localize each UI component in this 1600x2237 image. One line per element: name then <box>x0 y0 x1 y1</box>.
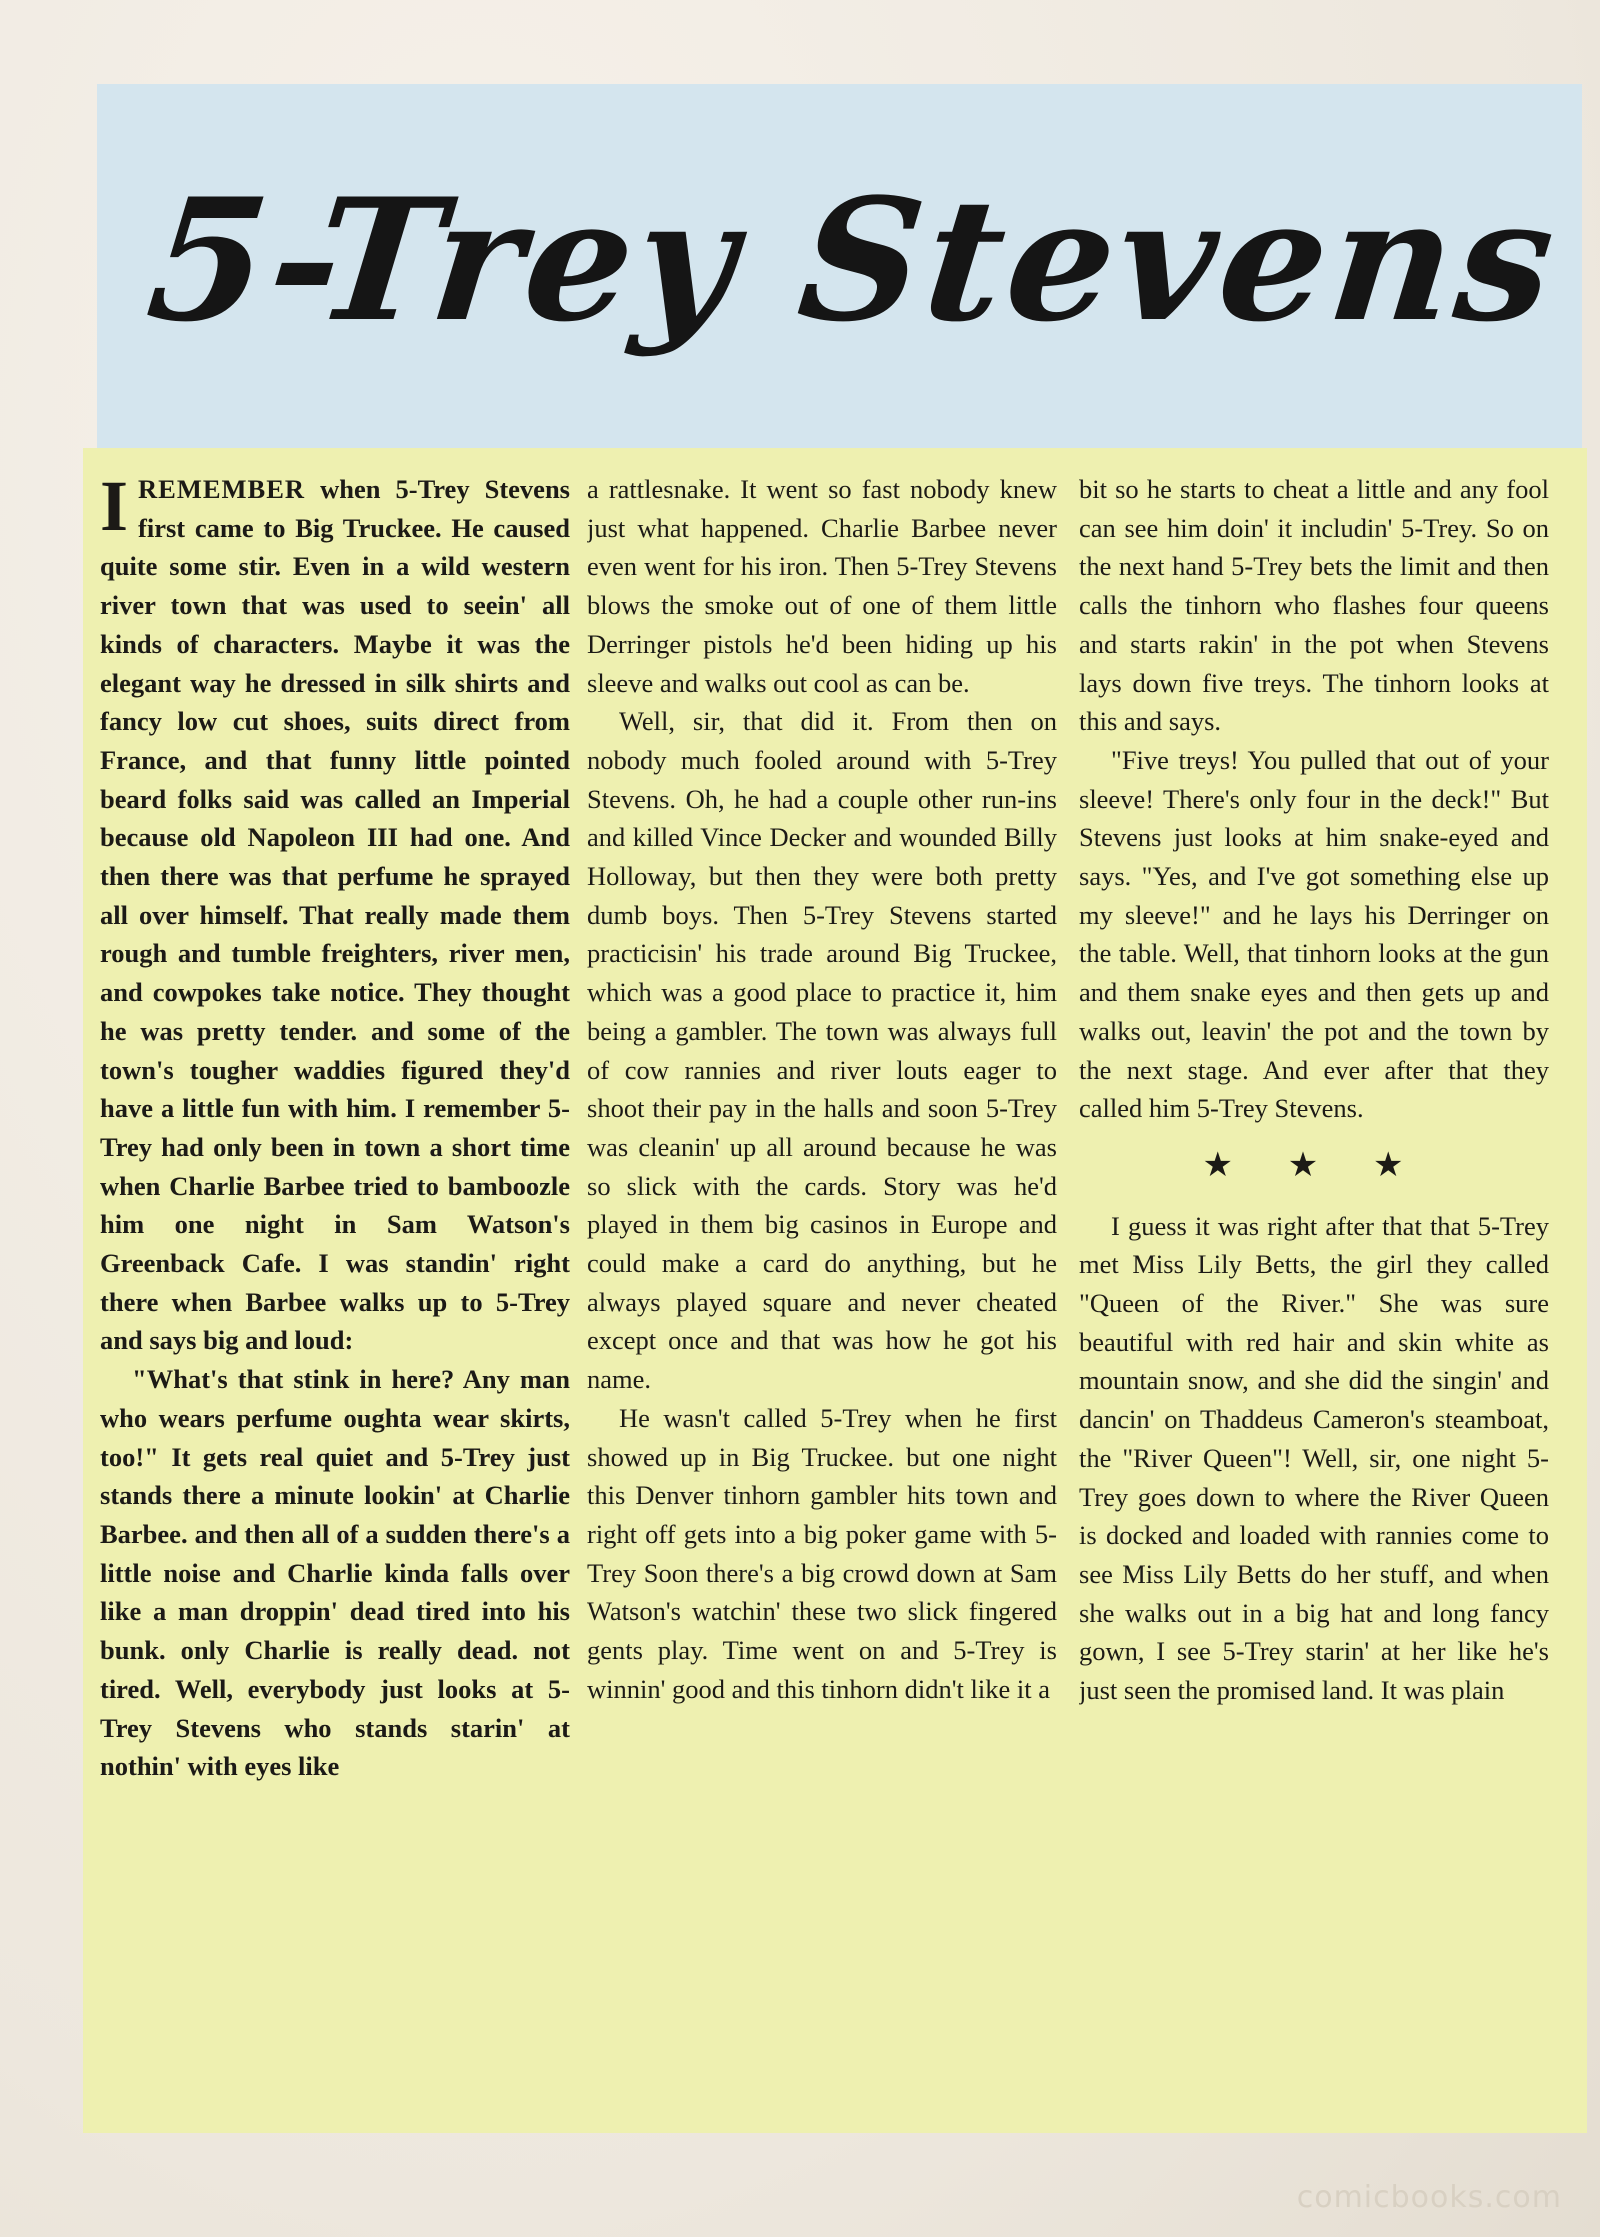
section-separator-stars: ★ ★ ★ <box>1202 1144 1426 1185</box>
site-watermark: comicbooks.com <box>1296 2180 1562 2215</box>
story-paragraph: "Five treys! You pulled that out of your sleeve! There's only four in the deck!" But Stevens just looks at him snake-eyed and says. "Yes, and I've got something else up my sleeve!" and he lays his Derringer on the table. Well, that tinhorn looks at the gun and them snake eyes and then gets up and walks out, leavin' the pot and the town by the next stage. And ever after that they called him 5-Trey Stevens. <box>1079 744 1549 1124</box>
story-paragraph: "What's that stink in here? Any man who wears perfume oughta wear skirts, too!" It gets real quiet and 5-Trey just stands there a minute lookin' at Charlie Barbee. and then all of a sudden there's a little noise and Charlie kinda falls over like a man droppin' dead tired into his bunk. only Charlie is really dead. not tired. Well, everybody just looks at 5-Trey Stevens who stands starin' at nothin' with eyes like <box>100 1364 570 1782</box>
story-paragraph: I guess it was right after that that 5-Trey met Miss Lily Betts, the girl they called "Queen of the River." She was sure beautiful with red hair and skin white as mountain snow, and she did the singin' and dancin' on Thaddeus Cameron's steamboat, the "River Queen"! Well, sir, one night 5-Trey goes down to where the River Queen is docked and loaded with rannies come to see Miss Lily Betts do her stuff, and when she walks out in a big hat and long fancy gown, I see 5-Trey starin' at her like he's just seen the promised land. It was plain <box>1079 1210 1549 1706</box>
paragraph-text: when 5-Trey Stevens first came to Big Truckee. He caused quite some stir. Even in a wild western river town that was used to seein' all kinds of characters. Maybe it was the elegant way he dressed in silk shirts and fancy low cut shoes, suits direct from France, and that funny little pointed beard folks said was called an Imperial because old Napoleon III had one. And then there was that perfume he sprayed all over himself. That really made them rough and tumble freighters, river men, and cowpokes take notice. They thought he was pretty tender. and some of the town's tougher waddies figured they'd have a little fun with him. I remember 5-Trey had only been in town a short time when Charlie Barbee tried to bamboozle him one night in Sam Watson's Greenback Cafe. I was standin' right there when Barbee walks up to 5-Trey and says big and loud: <box>100 474 570 1356</box>
story-title: 5-Trey Stevens <box>139 161 1567 359</box>
story-paragraph: bit so he starts to cheat a little and any fool can see him doin' it includin' 5-Trey. So on the next hand 5-Trey bets the limit and then calls the tinhorn who flashes four queens and starts rakin' in the pot when Stevens lays down five treys. The tinhorn looks at this and says. <box>1079 474 1549 737</box>
story-paragraph: a rattlesnake. It went so fast nobody knew just what happened. Charlie Barbee never even went for his iron. Then 5-Trey Stevens blows the smoke out of one of them little Derringer pistols he'd been hiding up his sleeve and walks out cool as can be. <box>587 474 1057 698</box>
story-paragraph: Well, sir, that did it. From then on nobody much fooled around with 5-Trey Stevens. Oh, he had a couple other run-ins and killed Vince Decker and wounded Billy Holloway, but then they were both pretty dumb boys. Then 5-Trey Stevens started practicisin' his trade around Big Truckee, which was a good place to practice it, him being a gambler. The town was always full of cow rannies and river louts eager to shoot their pay in the halls and soon 5-Trey was cleanin' up all around because he was so slick with the cards. Story was he'd played in them big casinos in Europe and could make a card do anything, but he always played square and never cheated except once and that was how he got his name. <box>587 706 1057 1395</box>
story-paragraph <box>100 470 570 1360</box>
story-column-1 <box>100 470 570 2110</box>
drop-cap: I <box>100 470 129 546</box>
story-column-2 <box>587 470 1057 2110</box>
story-paragraph: He wasn't called 5-Trey when he first showed up in Big Truckee. but one night this Denver tinhorn gambler hits town and right off gets into a big poker game with 5-Trey Soon there's a big crowd down at Sam Watson's watchin' these two slick fingered gents play. Time went on and 5-Trey is winnin' good and this tinhorn didn't like it a <box>587 1402 1057 1704</box>
story-column-3 <box>1079 470 1549 2110</box>
lead-in: REMEMBER <box>138 474 306 504</box>
